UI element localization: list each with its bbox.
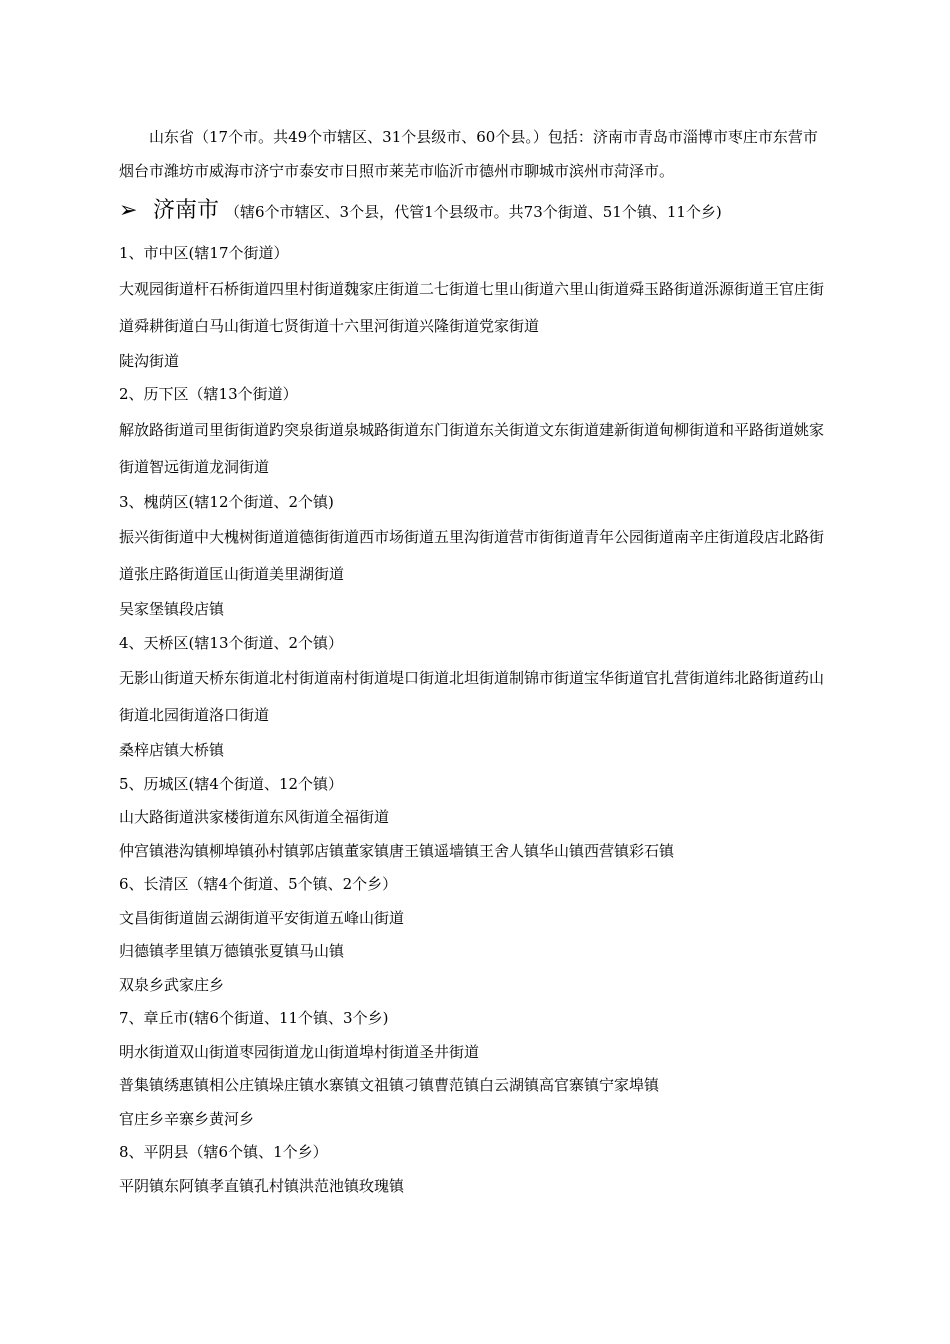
district-line: 明水街道双山街道枣园街道龙山街道埠村街道圣井街道 [119,1042,480,1061]
city-heading [119,194,831,229]
intro-paragraph: 山东省（17个市。共49个市辖区、31个县级市、60个县。）包括：济南市青岛市淄博市枣庄市东营市烟台市潍坊市威海市济宁市泰安市日照市莱芜市临沂市德州市聊城市滨州市菏泽市。 [119,128,818,180]
district-line: 解放路街道司里街街道趵突泉街道泉城路街道东门街道东关街道文东街道建新街道甸柳街道和平路街道姚家街道智远街道龙洞街道 [119,420,825,476]
arrow-bullet-icon: ➢ [119,198,138,223]
document-body [119,120,831,1203]
district-line: 官庄乡辛寨乡黄河乡 [119,1109,255,1128]
district-line: 文昌街街道崮云湖街道平安街道五峰山街道 [119,908,405,927]
district-list [119,237,831,1203]
district-line: 平阴镇东阿镇孝直镇孔村镇洪范池镇玫瑰镇 [119,1176,405,1195]
district-line: 仲宫镇港沟镇柳埠镇孙村镇郭店镇董家镇唐王镇遥墙镇王舍人镇华山镇西营镇彩石镇 [119,841,675,860]
district-line: 归德镇孝里镇万德镇张夏镇马山镇 [119,942,345,960]
district-title: 3、槐荫区(辖12个街道、2个镇) [119,492,334,511]
district-title: 4、天桥区(辖13个街道、2个镇） [119,633,344,652]
district-line: 桑梓店镇大桥镇 [119,741,225,759]
district-title: 1、市中区(辖17个街道） [119,244,289,262]
district-title: 8、平阴县（辖6个镇、1个乡） [119,1143,328,1161]
district-title: 7、章丘市(辖6个街道、11个镇、3个乡) [119,1009,389,1027]
district-line: 普集镇绣惠镇相公庄镇垛庄镇水寨镇文祖镇刁镇曹范镇白云湖镇高官寨镇宁家埠镇 [119,1076,660,1094]
district-line: 双泉乡武家庄乡 [119,975,225,994]
district-line: 振兴街街道中大槐树街道道德街街道西市场街道五里沟街道营市街街道青年公园街道南辛庄街道段店北路街道张庄路街道匡山街道美里湖街道 [119,528,825,583]
city-note: （辖6个市辖区、3个县，代管1个县级市。共73个街道、51个镇、11个乡) [225,203,722,221]
district-line: 大观园街道杆石桥街道四里村街道魏家庄街道二七街道七里山街道六里山街道舜玉路街道泺源街道王官庄街道舜耕街道白马山街道七贤街道十六里河街道兴隆街道党家街道 [119,279,825,335]
district-title: 2、历下区（辖13个街道） [119,385,298,403]
district-line: 山大路街道洪家楼街道东风街道全福街道 [119,808,390,826]
district-line: 吴家堡镇段店镇 [119,600,225,618]
district-title: 5、历城区(辖4个街道、12个镇） [119,774,344,793]
city-name: 济南市 [153,198,220,223]
district-line: 无影山街道天桥东街道北村街道南村街道堤口街道北坦街道制锦市街道宝华街道官扎营街道纬北路街道药山街道北园街道洛口街道 [119,669,825,724]
district-title: 6、长清区（辖4个街道、5个镇、2个乡） [119,875,398,893]
district-line: 陡沟街道 [119,351,180,370]
